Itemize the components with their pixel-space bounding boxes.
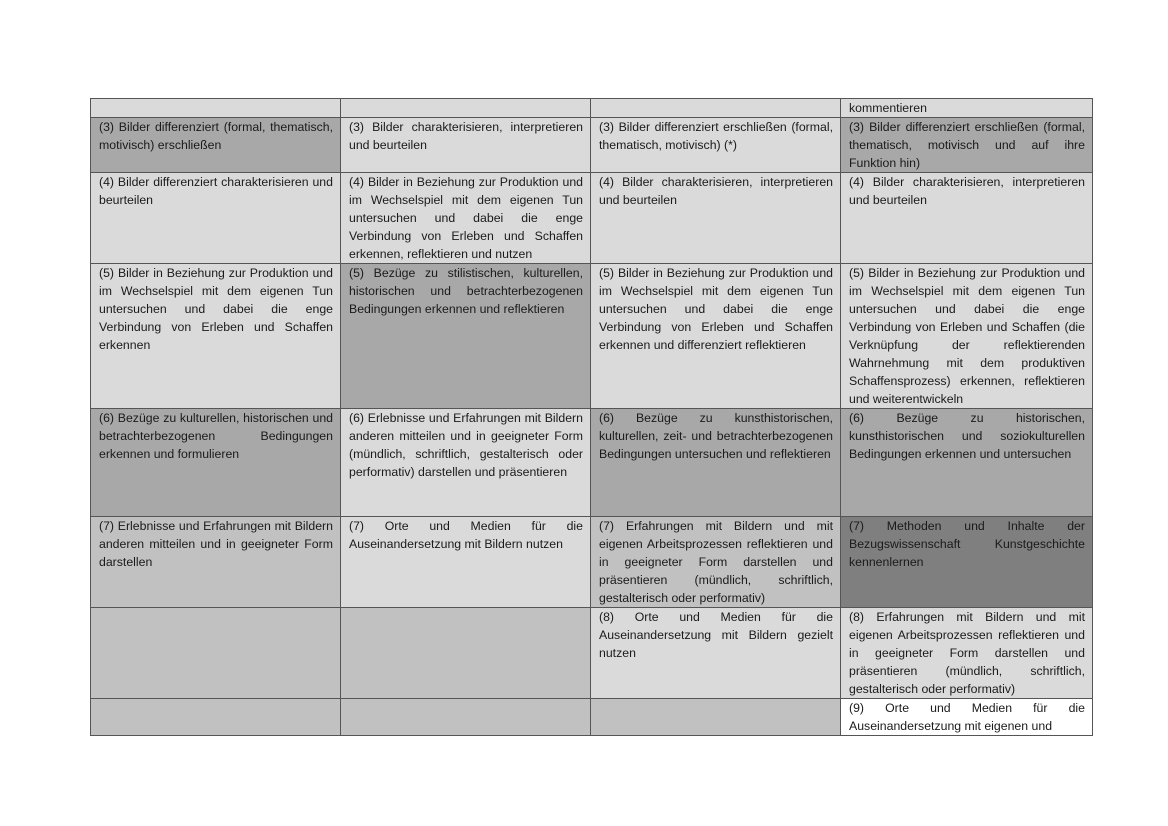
table-cell bbox=[341, 99, 591, 118]
table-cell bbox=[341, 608, 591, 699]
table-row bbox=[91, 517, 1093, 608]
competency-table bbox=[90, 98, 1093, 736]
table-cell: (7) Orte und Medien für die Auseinandersetzung mit Bildern nutzen bbox=[341, 517, 591, 608]
table-cell bbox=[91, 699, 341, 736]
table-cell: (6) Erlebnisse und Erfahrungen mit Bildern anderen mitteilen und in geeigneter Form (mündlich, schriftlich, gestalterisch oder performativ) darstellen und präsentieren bbox=[341, 409, 591, 517]
table-cell: (3) Bilder differenziert (formal, thematisch, motivisch) erschließen bbox=[91, 118, 341, 173]
table-cell: (6) Bezüge zu kulturellen, historischen und betrachterbezogenen Bedingungen erkennen und formulieren bbox=[91, 409, 341, 517]
table-cell: (3) Bilder differenziert erschließen (formal, thematisch, motivisch) (*) bbox=[591, 118, 841, 173]
table-row bbox=[91, 173, 1093, 264]
table-cell: (5) Bezüge zu stilistischen, kulturellen, historischen und betrachterbezogenen Bedingungen erkennen und reflektieren bbox=[341, 264, 591, 409]
table-row bbox=[91, 118, 1093, 173]
table-cell: (7) Methoden und Inhalte der Bezugswissenschaft Kunstgeschichte kennenlernen bbox=[841, 517, 1093, 608]
table-row bbox=[91, 699, 1093, 736]
table-cell: (4) Bilder differenziert charakterisieren und beurteilen bbox=[91, 173, 341, 264]
table-cell: (6) Bezüge zu kunsthistorischen, kulturellen, zeit- und betrachterbezogenen Bedingungen untersuchen und reflektieren bbox=[591, 409, 841, 517]
table-cell bbox=[91, 99, 341, 118]
table-cell: (4) Bilder charakterisieren, interpretieren und beurteilen bbox=[591, 173, 841, 264]
table-row bbox=[91, 264, 1093, 409]
table-cell: (3) Bilder charakterisieren, interpretieren und beurteilen bbox=[341, 118, 591, 173]
table-cell: (5) Bilder in Beziehung zur Produktion und im Wechselspiel mit dem eigenen Tun untersuchen und dabei die enge Verbindung von Erleben und Schaffen (die Verknüpfung der reflektierenden Wahrnehmung mit dem produktiven Schaffensprozess) erkennen, reflektieren und weiterentwickeln bbox=[841, 264, 1093, 409]
table-row bbox=[91, 608, 1093, 699]
table-cell: (6) Bezüge zu historischen, kunsthistorischen und soziokulturellen Bedingungen erkennen und untersuchen bbox=[841, 409, 1093, 517]
table-cell bbox=[341, 699, 591, 736]
table-cell: (5) Bilder in Beziehung zur Produktion und im Wechselspiel mit dem eigenen Tun untersuchen und dabei die enge Verbindung von Erleben und Schaffen erkennen bbox=[91, 264, 341, 409]
table-cell: (4) Bilder in Beziehung zur Produktion und im Wechselspiel mit dem eigenen Tun untersuchen und dabei die enge Verbindung von Erleben und Schaffen erkennen, reflektieren und nutzen bbox=[341, 173, 591, 264]
table-cell: (5) Bilder in Beziehung zur Produktion und im Wechselspiel mit dem eigenen Tun untersuchen und dabei die enge Verbindung von Erleben und Schaffen erkennen und differenziert reflektieren bbox=[591, 264, 841, 409]
table-cell: (8) Erfahrungen mit Bildern und mit eigenen Arbeitsprozessen reflektieren und in geeigneter Form darstellen und präsentieren (mündlich, schriftlich, gestalterisch oder performativ) bbox=[841, 608, 1093, 699]
table-cell: (8) Orte und Medien für die Auseinandersetzung mit Bildern gezielt nutzen bbox=[591, 608, 841, 699]
table-row bbox=[91, 409, 1093, 517]
table-cell: kommentieren bbox=[841, 99, 1093, 118]
table-cell bbox=[591, 699, 841, 736]
table-row bbox=[91, 99, 1093, 118]
table-cell: (9) Orte und Medien für die Auseinandersetzung mit eigenen und bbox=[841, 699, 1093, 736]
table-cell bbox=[591, 99, 841, 118]
table-cell: (7) Erlebnisse und Erfahrungen mit Bildern anderen mitteilen und in geeigneter Form darstellen bbox=[91, 517, 341, 608]
table-cell bbox=[91, 608, 341, 699]
table-cell: (3) Bilder differenziert erschließen (formal, thematisch, motivisch und auf ihre Funktion hin) bbox=[841, 118, 1093, 173]
table-cell: (7) Erfahrungen mit Bildern und mit eigenen Arbeitsprozessen reflektieren und in geeigneter Form darstellen und präsentieren (mündlich, schriftlich, gestalterisch oder performativ) bbox=[591, 517, 841, 608]
table-cell: (4) Bilder charakterisieren, interpretieren und beurteilen bbox=[841, 173, 1093, 264]
